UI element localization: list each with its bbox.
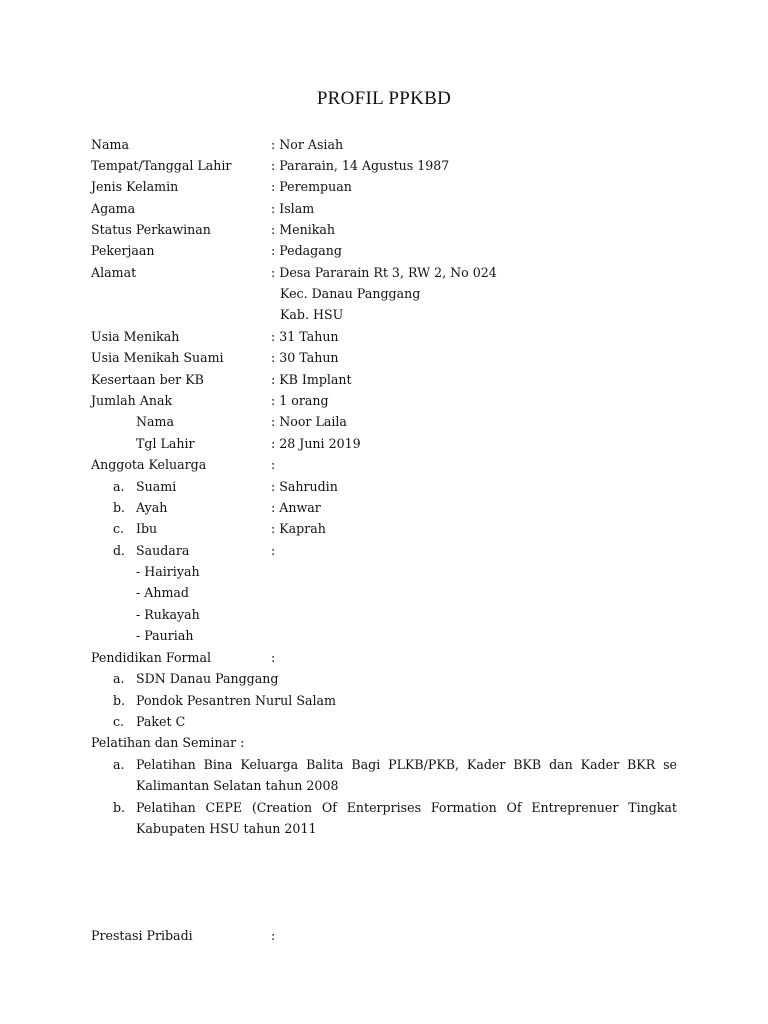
field-anak-nama: [91, 411, 681, 432]
field-value: : KB Implant: [271, 372, 352, 387]
alamat-line-3: [91, 304, 681, 325]
field-value: : Noor Laila: [271, 414, 347, 429]
saudara-item: [91, 604, 681, 625]
field-prestasi-pribadi: [91, 925, 681, 946]
pelatihan-item-text: Pelatihan Bina Keluarga Balita Bagi PLKB/PKB, Kader BKB dan Kader BKR se Kalimantan Selatan tahun 2008: [136, 757, 677, 794]
field-value: : 31 Tahun: [271, 329, 339, 344]
field-value: : 28 Juni 2019: [271, 436, 361, 451]
list-marker: d.: [113, 543, 126, 558]
field-label: Nama: [91, 137, 129, 152]
field-label: Suami: [136, 479, 177, 494]
field-value: : Pararain, 14 Agustus 1987: [271, 158, 450, 173]
list-marker: b.: [113, 693, 126, 708]
field-label: Saudara: [136, 543, 190, 558]
pendidikan-item: [91, 711, 681, 732]
field-tempat-tanggal-lahir: [91, 155, 681, 176]
field-label: Nama: [136, 414, 174, 429]
field-label: Usia Menikah Suami: [91, 350, 224, 365]
field-label: Kesertaan ber KB: [91, 372, 204, 387]
field-value-continued: Kab. HSU: [280, 307, 344, 322]
list-marker: c.: [113, 714, 125, 729]
alamat-line-2: [91, 283, 681, 304]
pendidikan-item: [91, 690, 681, 711]
pelatihan-heading: [91, 732, 681, 753]
field-value: : 1 orang: [271, 393, 329, 408]
list-item-text: SDN Danau Panggang: [136, 671, 279, 686]
field-value: :: [271, 928, 276, 943]
list-marker: a.: [113, 479, 125, 494]
field-nama: [91, 134, 681, 155]
list-marker: b.: [113, 800, 126, 815]
field-status-perkawinan: [91, 219, 681, 240]
saudara-item: [91, 582, 681, 603]
list-item-text: Pondok Pesantren Nurul Salam: [136, 693, 336, 708]
pendidikan-item: [91, 668, 681, 689]
field-label: Jenis Kelamin: [91, 179, 179, 194]
field-usia-menikah: [91, 326, 681, 347]
field-value: : Menikah: [271, 222, 335, 237]
list-marker: b.: [113, 500, 126, 515]
field-value: : Nor Asiah: [271, 137, 344, 152]
keluarga-item: [91, 476, 681, 497]
field-label: Jumlah Anak: [91, 393, 173, 408]
field-label: Status Perkawinan: [91, 222, 211, 237]
field-value: : 30 Tahun: [271, 350, 339, 365]
field-alamat: [91, 262, 681, 283]
field-label: Agama: [91, 201, 136, 216]
saudara-item: [91, 561, 681, 582]
list-item: - Rukayah: [136, 607, 200, 622]
field-value: :: [271, 457, 276, 472]
field-label: Pendidikan Formal: [91, 650, 212, 665]
field-pendidikan-formal: [91, 647, 681, 668]
field-usia-menikah-suami: [91, 347, 681, 368]
field-agama: [91, 198, 681, 219]
field-pekerjaan: [91, 240, 681, 261]
field-label: Pekerjaan: [91, 243, 155, 258]
field-label: Ayah: [136, 500, 168, 515]
field-value: : Islam: [271, 201, 315, 216]
field-value: :: [271, 543, 276, 558]
field-jenis-kelamin: [91, 176, 681, 197]
field-label: Usia Menikah: [91, 329, 180, 344]
field-label: Anggota Keluarga: [91, 457, 207, 472]
field-value: : Perempuan: [271, 179, 352, 194]
keluarga-item: [91, 518, 681, 539]
field-value: : Pedagang: [271, 243, 342, 258]
field-label: Tgl Lahir: [136, 436, 195, 451]
list-item: - Hairiyah: [136, 564, 200, 579]
list-item: - Ahmad: [136, 585, 189, 600]
keluarga-item: [91, 497, 681, 518]
list-marker: c.: [113, 521, 125, 536]
saudara-item: [91, 625, 681, 646]
field-value-continued: Kec. Danau Panggang: [280, 286, 421, 301]
field-anak-tgl-lahir: [91, 433, 681, 454]
field-label: Ibu: [136, 521, 158, 536]
list-marker: a.: [113, 671, 125, 686]
field-value: :: [271, 650, 276, 665]
list-item-text: Paket C: [136, 714, 186, 729]
list-item: - Pauriah: [136, 628, 194, 643]
field-label: Prestasi Pribadi: [91, 928, 193, 943]
field-jumlah-anak: [91, 390, 681, 411]
field-anggota-keluarga: [91, 454, 681, 475]
list-marker: a.: [113, 757, 125, 772]
page-title: PROFIL PPKBD: [316, 88, 452, 109]
field-value: : Sahrudin: [271, 479, 338, 494]
field-value: : Desa Pararain Rt 3, RW 2, No 024: [271, 265, 497, 280]
field-label: Pelatihan dan Seminar :: [91, 735, 245, 750]
field-kesertaan-kb: [91, 369, 681, 390]
field-value: : Anwar: [271, 500, 321, 515]
keluarga-item: [91, 540, 681, 561]
pelatihan-item-text: Pelatihan CEPE (Creation Of Enterprises Formation Of Entreprenuer Tingkat Kabupaten HSU tahun 2011: [136, 800, 677, 837]
field-label: Tempat/Tanggal Lahir: [91, 158, 232, 173]
field-value: : Kaprah: [271, 521, 326, 536]
field-label: Alamat: [91, 265, 137, 280]
